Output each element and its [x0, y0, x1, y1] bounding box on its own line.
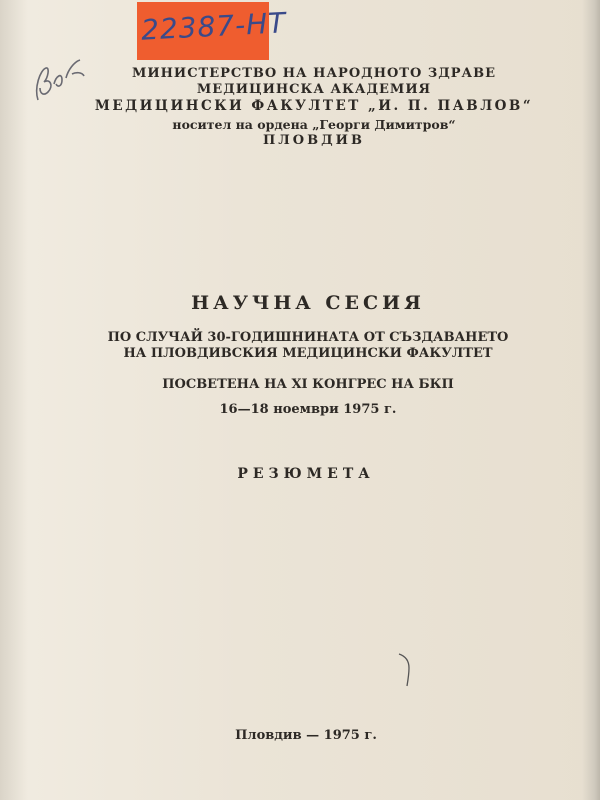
- section-title: РЕЗЮМЕТА: [237, 466, 375, 482]
- pencil-mark-icon: [395, 650, 415, 690]
- dedication-line: ПОСВЕТЕНА НА XI КОНГРЕС НА БКП: [162, 377, 454, 392]
- document-title: НАУЧНА СЕСИЯ: [191, 292, 425, 314]
- order-line: носител на ордена „Георги Димитров“: [172, 117, 456, 132]
- academy-name: МЕДИЦИНСКА АКАДЕМИЯ: [196, 82, 432, 97]
- faculty-name: МЕДИЦИНСКИ ФАКУЛТЕТ „И. П. ПАВЛОВ“: [94, 98, 534, 114]
- occasion-line-2: НА ПЛОВДИВСКИЯ МЕДИЦИНСКИ ФАКУЛТЕТ: [123, 346, 493, 361]
- header-city: ПЛОВДИВ: [263, 133, 365, 148]
- session-dates: 16—18 ноември 1975 г.: [219, 402, 397, 417]
- catalog-number: 22387-НТ: [140, 6, 288, 47]
- occasion-line-1: ПО СЛУЧАЙ 30-ГОДИШНИНАТА ОТ СЪЗДАВАНЕТО: [107, 330, 509, 345]
- imprint: Пловдив — 1975 г.: [235, 728, 377, 743]
- ministry-name: МИНИСТЕРСТВО НА НАРОДНОТО ЗДРАВЕ: [131, 66, 497, 81]
